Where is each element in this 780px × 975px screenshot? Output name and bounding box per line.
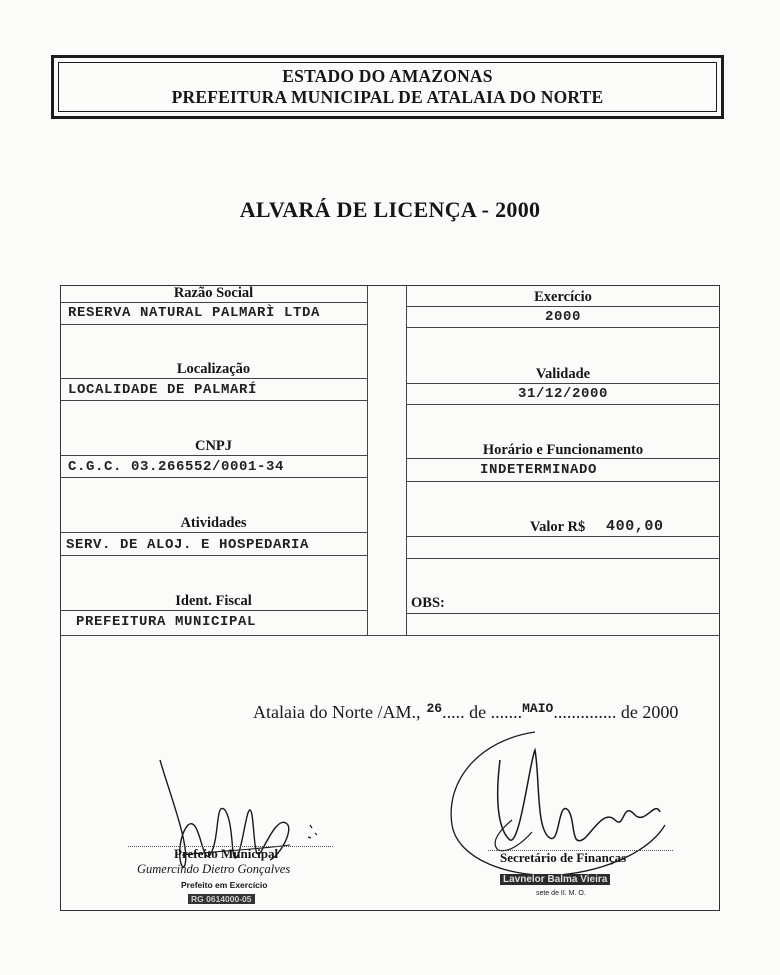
validade-value: 31/12/2000 [517, 386, 608, 402]
exercicio-label: Exercício [534, 289, 592, 305]
column-divider-left [367, 285, 368, 635]
row-line [60, 610, 367, 611]
row-line [406, 536, 720, 537]
atividades-label: Atividades [180, 515, 247, 531]
row-line [60, 532, 367, 533]
mayor-registration: RG 0614000-05 [188, 894, 255, 904]
header-prefeitura: PREFEITURA MUNICIPAL DE ATALAIA DO NORTE [171, 87, 604, 107]
horario-label: Horário e Funcionamento [482, 442, 644, 458]
secretary-title: Secretário de Finanças [500, 850, 627, 865]
horario-value: INDETERMINADO [480, 462, 598, 478]
row-line [60, 400, 367, 401]
header-inner-box [58, 62, 717, 112]
atividades-value: SERV. DE ALOJ. E HOSPEDARIA [66, 537, 310, 553]
row-line [60, 378, 367, 379]
mayor-role: Prefeito em Exercício [181, 880, 268, 890]
row-line [406, 481, 720, 482]
mayor-name: Gumercindo Dietro Gonçalves [137, 862, 291, 876]
place-city: Atalaia do Norte /AM., [253, 702, 421, 722]
row-line [60, 477, 367, 478]
row-line [406, 327, 720, 328]
dot-leader: .............. [553, 702, 617, 722]
column-divider-right [406, 285, 407, 635]
ident-fiscal-label: Ident. Fiscal [175, 593, 252, 609]
row-line [406, 558, 720, 559]
secretary-name: Lavnelor Balma Vieira [500, 874, 610, 885]
mayor-title: Prefeito Municipal [174, 846, 279, 861]
section-divider [60, 635, 720, 636]
cnpj-value: C.G.C. 03.266552/0001-34 [68, 459, 285, 475]
secretary-registration: sete de II. M. O. [536, 890, 586, 897]
row-line [60, 324, 367, 325]
document-title: ALVARÁ DE LICENÇA - 2000 [239, 197, 541, 222]
row-line [60, 455, 367, 456]
ident-fiscal-value: PREFEITURA MUNICIPAL [76, 614, 257, 630]
localizacao-label: Localização [176, 361, 251, 377]
header-box [51, 55, 724, 119]
dot-leader: ..... [442, 702, 465, 722]
place-year: 2000 [642, 702, 679, 722]
row-line [60, 555, 367, 556]
valor-label: Valor R$ [530, 519, 586, 535]
razao-social-value: RESERVA NATURAL PALMARÌ LTDA [68, 305, 321, 321]
row-line [406, 306, 720, 307]
place-month: MAIO [522, 701, 554, 716]
dot-leader: ....... [490, 702, 523, 722]
row-line [406, 613, 720, 614]
place-de-1: de [469, 702, 487, 722]
localizacao-value: LOCALIDADE DE PALMARÍ [68, 382, 258, 398]
header-state: ESTADO DO AMAZONAS [282, 66, 493, 86]
exercicio-value: 2000 [544, 309, 581, 325]
row-line [406, 383, 720, 384]
validade-label: Validade [535, 366, 591, 382]
obs-label: OBS: [411, 595, 445, 611]
cnpj-label: CNPJ [194, 438, 233, 454]
razao-social-label: Razão Social [173, 285, 254, 301]
row-line [406, 404, 720, 405]
place-de-2: de [620, 702, 638, 722]
row-line [60, 302, 367, 303]
place-day: 26 [426, 701, 443, 716]
valor-value: 400,00 [606, 518, 664, 535]
